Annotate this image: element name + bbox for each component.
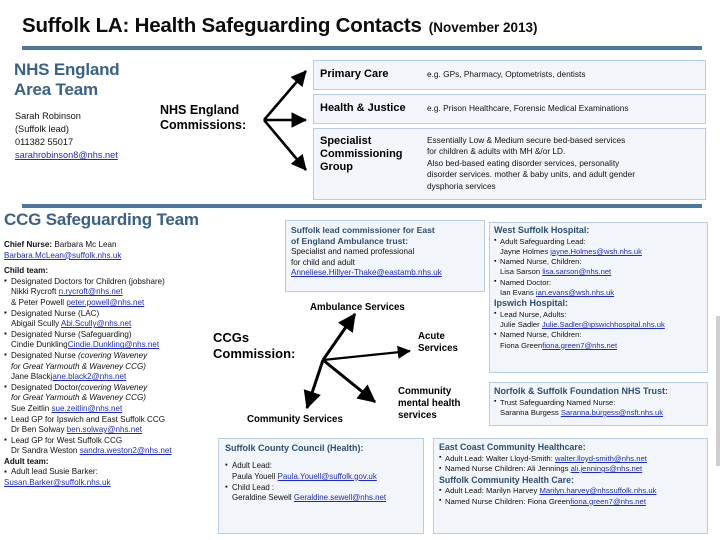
chief-nurse-row [4, 240, 214, 251]
role-text: Designated Nurse [11, 350, 79, 360]
lead-commissioner-heading-line-1: Suffolk lead commissioner for East [291, 225, 435, 235]
adult-team-label: Adult team: [4, 456, 49, 466]
role-italic-line-1: (covering Waveney [78, 382, 148, 392]
role-italic-line-2: for Great Yarmouth & Waveney CCG) [11, 393, 146, 403]
diagram-label-ambulance-services: Ambulance Services [310, 302, 405, 313]
person-name: Sue Zeitlin [11, 403, 50, 413]
cmh-line-2: mental health [398, 397, 461, 409]
role-text: Named Nurse Children: Ali Jennings [445, 464, 569, 474]
person-email-link[interactable]: ian.evans@wsh.nhs.uk [535, 287, 615, 297]
lead-commissioner-body-line-1: Specialist and named professional [291, 247, 415, 257]
list-item: ▪ Named Doctor: [494, 278, 703, 288]
list-item: ▪ Trust Safeguarding Named Nurse: [494, 398, 703, 408]
list-item [4, 404, 214, 415]
person-email-link[interactable]: walter.lloyd-smith@nhs.net [554, 453, 647, 463]
east-coast-body [439, 454, 702, 475]
person-email-link[interactable]: lisa.sarson@nhs.net [542, 267, 612, 277]
ccgs-commission-line-1: CCGs [213, 330, 250, 345]
lead-commissioner-email-link[interactable]: Anneliese.Hillyer-Thake@eastamb.nhs.uk [291, 268, 442, 278]
health-justice-label: Health & Justice [320, 102, 406, 115]
list-item: ▪ Designated Doctors for Children (jobshare) [4, 277, 214, 288]
area-team-phone: 011382 55017 [15, 137, 74, 148]
lead-commissioner-body-line-2: for child and adult [291, 257, 355, 267]
chief-nurse-label: Chief Nurse: [4, 240, 53, 249]
adult-lead-row: ▪ Adult lead Susie Barker: [4, 467, 214, 478]
list-item [494, 408, 703, 418]
specialist-desc-line-3: Also bed-based eating disorder services, personality [427, 157, 620, 168]
person-name: Dr Sandra Weston [11, 446, 78, 456]
list-item: ▪ Lead Nurse, Adults: [494, 310, 703, 320]
hospitals-card [489, 222, 708, 373]
list-item: ▪ Designated Nurse (LAC) [4, 309, 214, 320]
list-item: ▪ Lead GP for Ipswich and East Suffolk CCG [4, 415, 214, 426]
person-email-link[interactable]: Marilyn.harvey@nhssuffolk.nhs.uk [539, 486, 657, 496]
county-council-heading: Suffolk County Council (Health): [225, 443, 364, 453]
person-name: Fiona Green [500, 340, 543, 350]
list-item: ▪ Lead GP for West Suffolk CCG [4, 436, 214, 447]
list-item [439, 464, 702, 474]
list-item: ▪ Named Nurse, Children: [494, 330, 703, 340]
role-text: Named Nurse Children: Fiona Green [445, 496, 571, 506]
lead-commissioner-heading-line-2: of England Ambulance trust: [291, 236, 409, 247]
person-name: Saranna Burgess [500, 407, 559, 417]
role-text: Adult Lead: Walter Lloyd-Smith: [445, 453, 553, 463]
specialist-label-line-2: Commissioning [320, 148, 403, 161]
county-council-body [225, 455, 417, 505]
suffolk-county-council-card [218, 438, 424, 534]
role-text: Designated Doctor [11, 382, 79, 392]
lead-commissioner-heading [291, 225, 479, 247]
person-email-link[interactable]: n.rycroft@nhs.net [58, 287, 123, 297]
person-name: Paula Youell [232, 471, 276, 481]
person-email-link[interactable]: Cindie.Dunkling@nhs.net [67, 340, 160, 350]
list-item [439, 497, 702, 507]
cmh-line-1: Community [398, 386, 452, 397]
person-name: Jayne Holmes [500, 246, 549, 256]
right-edge-scrollbar[interactable] [716, 316, 720, 466]
person-email-link[interactable]: Paula.Youell@suffolk.gov.uk [277, 471, 377, 481]
chief-nurse-email-link[interactable]: Barbara.McLean@suffolk.nhs.uk [4, 250, 122, 260]
person-name: Lisa Sarson [500, 267, 541, 277]
list-item [494, 267, 703, 277]
east-coast-community-healthcare-heading: East Coast Community Healthcare: [439, 442, 586, 452]
lead-commissioner-card [285, 220, 485, 292]
community-providers-card [433, 438, 708, 534]
list-item [4, 425, 214, 436]
person-email-link[interactable]: Abi.Scully@nhs.net [60, 319, 132, 329]
list-item [439, 486, 702, 496]
heading-line-2: Area Team [14, 80, 98, 100]
primary-care-label: Primary Care [320, 68, 389, 81]
role-italic-line-1: (covering Waveney [78, 350, 148, 360]
area-team-email-link[interactable]: sarahrobinson8@nhs.net [15, 150, 118, 161]
list-item [494, 247, 703, 257]
person-email-link[interactable]: Saranna.burgess@nsft.nhs.uk [560, 407, 664, 417]
ccg-safeguarding-team-list [4, 240, 214, 489]
heading-line-1: NHS England [14, 60, 120, 79]
specialist-desc-line-1: Essentially Low & Medium secure bed-based services [427, 135, 626, 145]
person-name: Geraldine Sewell [232, 493, 292, 503]
list-item: ▪ Child Lead : [225, 483, 417, 494]
suffolk-community-body [439, 486, 702, 507]
list-item [494, 341, 703, 351]
person-name: Julie Sadler [500, 320, 540, 330]
person-email-link[interactable]: jayne.Holmes@wsh.nhs.uk [550, 246, 642, 256]
commissions-arrow-fan-icon [258, 60, 318, 180]
list-item: ▪ Adult Lead: [225, 461, 417, 472]
list-item [4, 383, 214, 394]
suffolk-community-health-care-heading: Suffolk Community Health Care: [439, 474, 574, 485]
person-email-link[interactable]: ali.jennings@nhs.net [570, 464, 643, 474]
person-name: Ian Evans [500, 287, 534, 297]
commissioned-service-card-primary-care [313, 60, 706, 90]
acute-line-2: Services [418, 342, 458, 354]
specialist-label-line-3: Group [320, 161, 353, 174]
list-item [494, 288, 703, 298]
nhs-england-area-team-heading [14, 60, 214, 100]
specialist-description [427, 135, 699, 192]
west-suffolk-hospital-heading: West Suffolk Hospital: [494, 225, 590, 235]
norfolk-suffolk-trust-card [489, 382, 708, 426]
area-team-role: (Suffolk lead) [15, 124, 69, 135]
norfolk-trust-heading: Norfolk & Suffolk Foundation NHS Trust: [494, 386, 668, 396]
person-name: Abigail Scully [11, 319, 60, 329]
list-item [4, 446, 214, 457]
lead-commissioner-body [291, 247, 479, 279]
diagram-label-acute-services [418, 331, 478, 355]
person-email-link[interactable]: Julie.Sadler@ipswichhospital.nhs.uk [541, 320, 665, 330]
diagram-label-community-mental-health [398, 386, 468, 421]
primary-care-description: e.g. GPs, Pharmacy, Optometrists, dentists [427, 69, 586, 80]
list-item [4, 319, 214, 330]
specialist-label [320, 135, 427, 175]
area-team-name: Sarah Robinson [15, 111, 81, 121]
cmh-line-3: services [398, 409, 437, 421]
page-title [22, 14, 702, 38]
person-email-link[interactable]: sue.zeitlin@nhs.net [51, 403, 123, 413]
list-item [225, 472, 417, 483]
title-date-text: (November 2013) [428, 20, 538, 35]
role-text: Adult Lead: Marilyn Harvey [445, 486, 538, 496]
list-item [4, 287, 214, 298]
child-team-label: Child team: [4, 266, 49, 276]
specialist-desc-line-5: dysphoria services [427, 180, 496, 191]
adult-lead-email-link[interactable]: Susan.Barker@suffolk.nhs.uk [4, 478, 111, 488]
list-item [4, 298, 214, 309]
person-email-link[interactable]: peter.powell@nhs.net [66, 297, 145, 307]
list-item [225, 493, 417, 504]
specialist-label-line-1: Specialist [320, 135, 372, 147]
person-email-link[interactable]: jane.black2@nhs.net [50, 372, 127, 382]
ipswich-hospital-heading: Ipswich Hospital: [494, 298, 569, 309]
commissioned-service-card-specialist-commissioning [313, 128, 706, 200]
ccg-safeguarding-team-heading: CCG Safeguarding Team [4, 210, 199, 229]
commissioned-service-card-health-justice [313, 94, 706, 124]
person-email-link[interactable]: fiona.green7@nhs.net [542, 340, 618, 350]
chief-nurse-name: Barbara Mc Lean [54, 240, 117, 249]
person-name: & Peter Powell [11, 297, 65, 307]
role-italic-line-2: for Great Yarmouth & Waveney CCG) [11, 361, 146, 371]
commissions-line-2: Commissions: [160, 118, 247, 133]
list-item: ▪ Named Nurse, Children: [494, 257, 703, 267]
health-justice-description: e.g. Prison Healthcare, Forensic Medical Examinations [427, 103, 629, 114]
list-item [4, 340, 214, 351]
diagram-label-community-services: Community Services [247, 414, 343, 425]
acute-line-1: Acute [418, 331, 445, 342]
person-email-link[interactable]: ben.solway@nhs.net [66, 425, 143, 435]
specialist-desc-line-2: for children & adults with MH &/or LD. [427, 146, 566, 157]
person-name: Jane Black [11, 372, 51, 382]
person-name: Nikki Rycroft [11, 287, 57, 297]
person-name: Dr Ben Solway [11, 425, 65, 435]
person-email-link[interactable]: Geraldine.sewell@nhs.net [293, 493, 387, 503]
commissions-line-1: NHS England [160, 103, 240, 117]
list-item [4, 351, 214, 362]
list-item [439, 454, 702, 464]
list-item: ▪ Adult Safeguarding Lead: [494, 237, 703, 247]
list-item [494, 320, 703, 330]
ccgs-commission-line-2: Commission: [213, 345, 296, 361]
person-email-link[interactable]: fiona.green7@nhs.net [570, 496, 646, 506]
list-item: ▪ Designated Nurse (Safeguarding) [4, 330, 214, 341]
person-email-link[interactable]: sandra.weston2@nhs.net [79, 446, 172, 456]
specialist-desc-line-4: disorder services. mother & baby units, and adult gender [427, 169, 635, 180]
title-main-text: Suffolk LA: Health Safeguarding Contacts [22, 14, 422, 37]
section-divider [22, 204, 702, 208]
list-item [4, 372, 214, 383]
person-name: Cindie Dunkling [11, 340, 68, 350]
title-divider [22, 46, 702, 50]
